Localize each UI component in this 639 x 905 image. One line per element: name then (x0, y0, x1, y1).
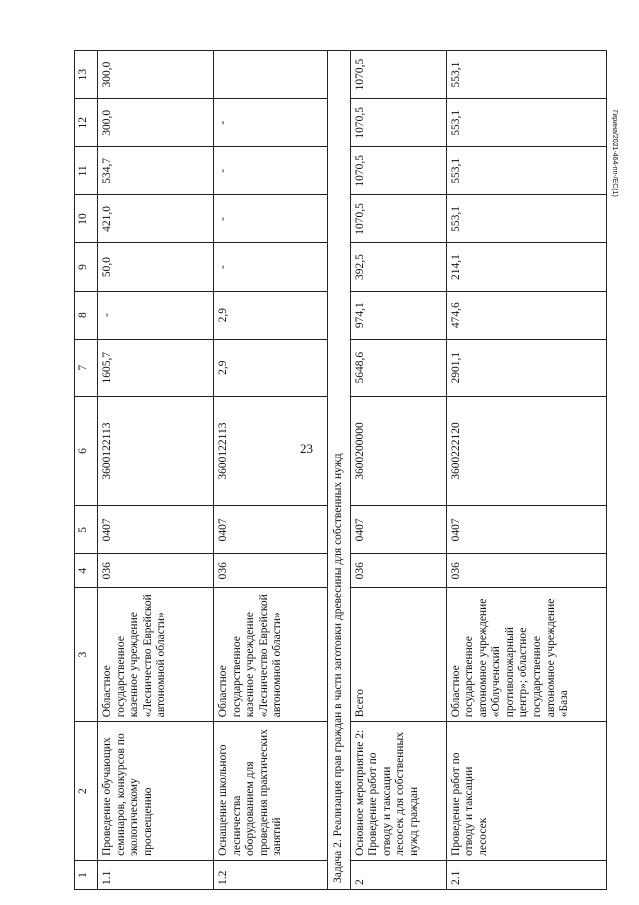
value-total: 5648,6 (350, 339, 446, 396)
value-year: - (214, 195, 328, 243)
value-year: 553,1 (446, 99, 606, 147)
task-row (328, 51, 351, 890)
value-year: 1070,5 (350, 51, 446, 99)
value-total: 2901,1 (446, 339, 606, 396)
event-name: Проведение обучающих семинаров, конкурсов по экологическому просвещению (98, 722, 214, 861)
executor: Областное государственное казенное учреждение «Лесничество Еврейской автономной области» (98, 587, 214, 721)
value-year: 553,1 (446, 51, 606, 99)
event-name: Основное мероприятие 2: Проведение работ по отводу и таксации лесосек для собственных нужд граждан (350, 722, 446, 861)
value-year: - (98, 291, 214, 339)
task-heading: Задача 2. Реализация прав граждан в части заготовки древесины для собственных нужд (328, 51, 351, 890)
value-year: 50,0 (98, 243, 214, 291)
budget-table (74, 50, 607, 890)
code-rzpr: 0407 (350, 506, 446, 554)
header-row (75, 51, 98, 890)
header-cell: 9 (75, 243, 98, 291)
header-cell: 2 (75, 722, 98, 861)
table-row (98, 51, 214, 890)
code-rzpr: 0407 (214, 506, 328, 554)
header-cell: 10 (75, 195, 98, 243)
header-cell: 1 (75, 860, 98, 889)
header-cell: 12 (75, 99, 98, 147)
code-csr: 3600122113 (214, 396, 328, 506)
code-grbs: 036 (98, 554, 214, 588)
document-code: Гирина/2021-464-пп-/ЕС(1) (611, 110, 618, 197)
event-name: Оснащение школьного лесничества оборудованием для проведения практических занятий (214, 722, 328, 861)
value-year: 300,0 (98, 51, 214, 99)
header-cell: 13 (75, 51, 98, 99)
header-cell: 5 (75, 506, 98, 554)
code-rzpr: 0407 (98, 506, 214, 554)
header-cell: 7 (75, 339, 98, 396)
value-year: - (214, 99, 328, 147)
event-name: Проведение работ по отводу и таксации лесосек (446, 722, 606, 861)
table-row (350, 51, 446, 890)
value-year: 1070,5 (350, 99, 446, 147)
value-year: 300,0 (98, 99, 214, 147)
value-year: 214,1 (446, 243, 606, 291)
executor: Областное государственное казенное учреждение «Лесничество Еврейской автономной области» (214, 587, 328, 721)
executor: Всего (350, 587, 446, 721)
row-index: 2.1 (446, 860, 606, 889)
header-cell: 6 (75, 396, 98, 506)
value-year: - (214, 147, 328, 195)
code-csr: 3600222120 (446, 396, 606, 506)
table-row (214, 51, 328, 890)
header-cell: 4 (75, 554, 98, 588)
value-year (214, 51, 328, 99)
header-cell: 11 (75, 147, 98, 195)
code-grbs: 036 (214, 554, 328, 588)
row-index: 2 (350, 860, 446, 889)
code-csr: 3600122113 (98, 396, 214, 506)
code-csr: 3600200000 (350, 396, 446, 506)
value-total: 2,9 (214, 339, 328, 396)
code-grbs: 036 (446, 554, 606, 588)
value-year: - (214, 243, 328, 291)
row-index: 1.1 (98, 860, 214, 889)
value-year: 474,6 (446, 291, 606, 339)
value-year: 534,7 (98, 147, 214, 195)
value-year: 974,1 (350, 291, 446, 339)
code-grbs: 036 (350, 554, 446, 588)
value-year: 1070,5 (350, 195, 446, 243)
header-cell: 3 (75, 587, 98, 721)
header-cell: 8 (75, 291, 98, 339)
row-index: 1.2 (214, 860, 328, 889)
value-year: 553,1 (446, 195, 606, 243)
page-number: 23 (300, 441, 313, 456)
value-year: 1070,5 (350, 147, 446, 195)
executor: Областное государственное автономное учреждение «Облученский противопожарный центр»; областное государственное автономное учреждение «База (446, 587, 606, 721)
code-rzpr: 0407 (446, 506, 606, 554)
value-year: 421,0 (98, 195, 214, 243)
value-year: 392,5 (350, 243, 446, 291)
value-year: 2,9 (214, 291, 328, 339)
rotated-table-wrapper (74, 50, 578, 890)
value-total: 1605,7 (98, 339, 214, 396)
value-year: 553,1 (446, 147, 606, 195)
table-row (446, 51, 606, 890)
